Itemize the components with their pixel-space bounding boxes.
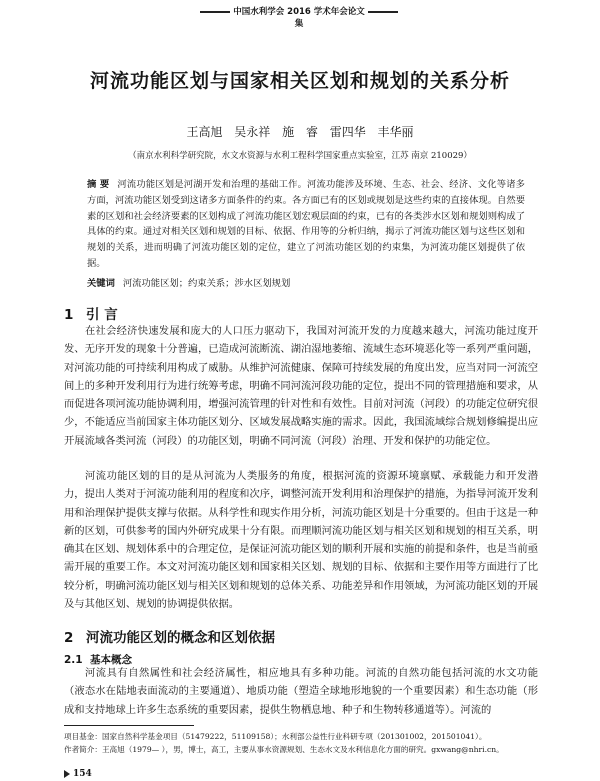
page-number-text: 154 [73,769,92,779]
paper-title: 河流功能区划与国家相关区划和规划的关系分析 [89,70,510,92]
paragraph: 在社会经济快速发展和庞大的人口压力驱动下，我国对河流开发的力度越来越大，河流功能过度开发、无序开发的现象十分普遍，已造成河流断流、湖泊湿地萎缩、流域生态环境恶化等一系列严重问题，对河流功能的可持续利用构成了威胁。从维护河流健康、保障可持续发展的角度出发，应当对同一河流空间上的多种开发利用行为进行统筹考虑，明确不同河流河段功能的定位，提出不同的管理措施和要求，从而促进各项河流功能协调利用，增强河流管理的针对性和有效性。目前对河流（河段）的功能定位研究很少，不能适应当前国家主体功能区划分、区域发展战略实施的需求。因此，我国流域综合规划修编提出应开展流域各类河流（河段）的功能区划，明确不同河流（河段）治理、开发和保护的功能定位。 [64,325,538,447]
section-heading-2 [64,626,275,646]
abstract [87,177,525,272]
section-heading-1 [64,303,118,323]
abstract-label: 摘 要 [87,179,110,190]
section-title: 引 言 [86,307,118,323]
keywords [87,275,525,289]
running-header-text: 中国水利学会 2016 学术年会论文集 [233,7,365,29]
header-rule-right [368,11,398,13]
paragraph: 河流功能区划的目的是从河流为人类服务的角度，根据河流的资源环境禀赋、承载能力和开发潜力，提出人类对于河流功能利用的程度和次序，调整河流开发利用和治理保护的措施，为指导河流开发利用和治理保护提供支撑与依据。从科学性和现实作用分析，河流功能区划是十分重要的。但由于这是一种新的区划，可供参考的国内外研究成果十分有限。而理顺河流功能区划与相关区划和规划的相互关系，明确其在区划、规划体系中的合理定位，是保证河流功能区划的顺利开展和实施的前提和条件，也是当前亟需开展的重要工作。本文对河流功能区划和国家相关区划、规划的目标、依据和主要作用等方面进行了比较分析，明确河流功能区划与相关区划和规划的总体关系、功能差异和作用领域，为河流功能区划的开展及与其他区划、规划的协调提供依据。 [64,470,538,611]
abstract-text: 河流功能区划是河湖开发和治理的基础工作。河流功能涉及环境、生态、社会、经济、文化等诸多方面，河流功能区划受到这诸多方面条件的约束。各方面已有的区划或规划是这些约束的直接体现。自然要素的区划和社会经济要素的区划构成了河流功能区划宏观层面的约束，已有的各类涉水区划和规划则构成了具体的约束。通过对相关区划和规划的目标、依据、作用等的分析归纳，揭示了河流功能区划与这些区划和规划的关系，进而明确了河流功能区划的定位，建立了河流功能区划的约束集，为河流功能区划提供了依据。 [87,179,525,269]
footnote-author: 作者简介：王高旭（1979— ），男，博士，高工，主要从事水资源规划、生态水文及水利信息化方面的研究。gxwang@nhri.cn。 [64,745,504,754]
page-marker-icon [64,770,70,778]
section-number: 2 [64,630,74,646]
footnote-funding: 项目基金：国家自然科学基金项目（51479222，51109158）；水利部公益性行业科研专项（201301002，201501041）。 [64,732,487,741]
running-header [0,5,600,29]
footnote-rule [64,725,194,726]
authors: 王高旭 吴永祥 施 睿 雷四华 丰华丽 [186,125,414,139]
page-number [64,769,92,779]
header-rule-left [200,11,230,13]
paragraph: 河流具有自然属性和社会经济属性，相应地具有多种功能。河流的自然功能包括河流的水文功能（液态水在陆地表面流动的主要通道）、地质功能（塑造全球地形地貌的一个重要因素）和生态功能（形成和支持地球上许多生态系统的重要因素，提供生物栖息地、种子和生物转移通道等）。河流的 [64,667,538,716]
subsection-title: 基本概念 [90,654,132,666]
keywords-label: 关键词 [87,278,115,289]
affiliation: （南京水利科学研究院，水文水资源与水利工程科学国家重点实验室，江苏 南京 210029） [128,151,472,161]
section-title: 河流功能区划的概念和区划依据 [86,630,275,646]
subsection-number: 2.1 [64,654,83,666]
keywords-text: 河流功能区划；约束关系；涉水区划规划 [122,278,291,289]
section-number: 1 [64,307,74,323]
